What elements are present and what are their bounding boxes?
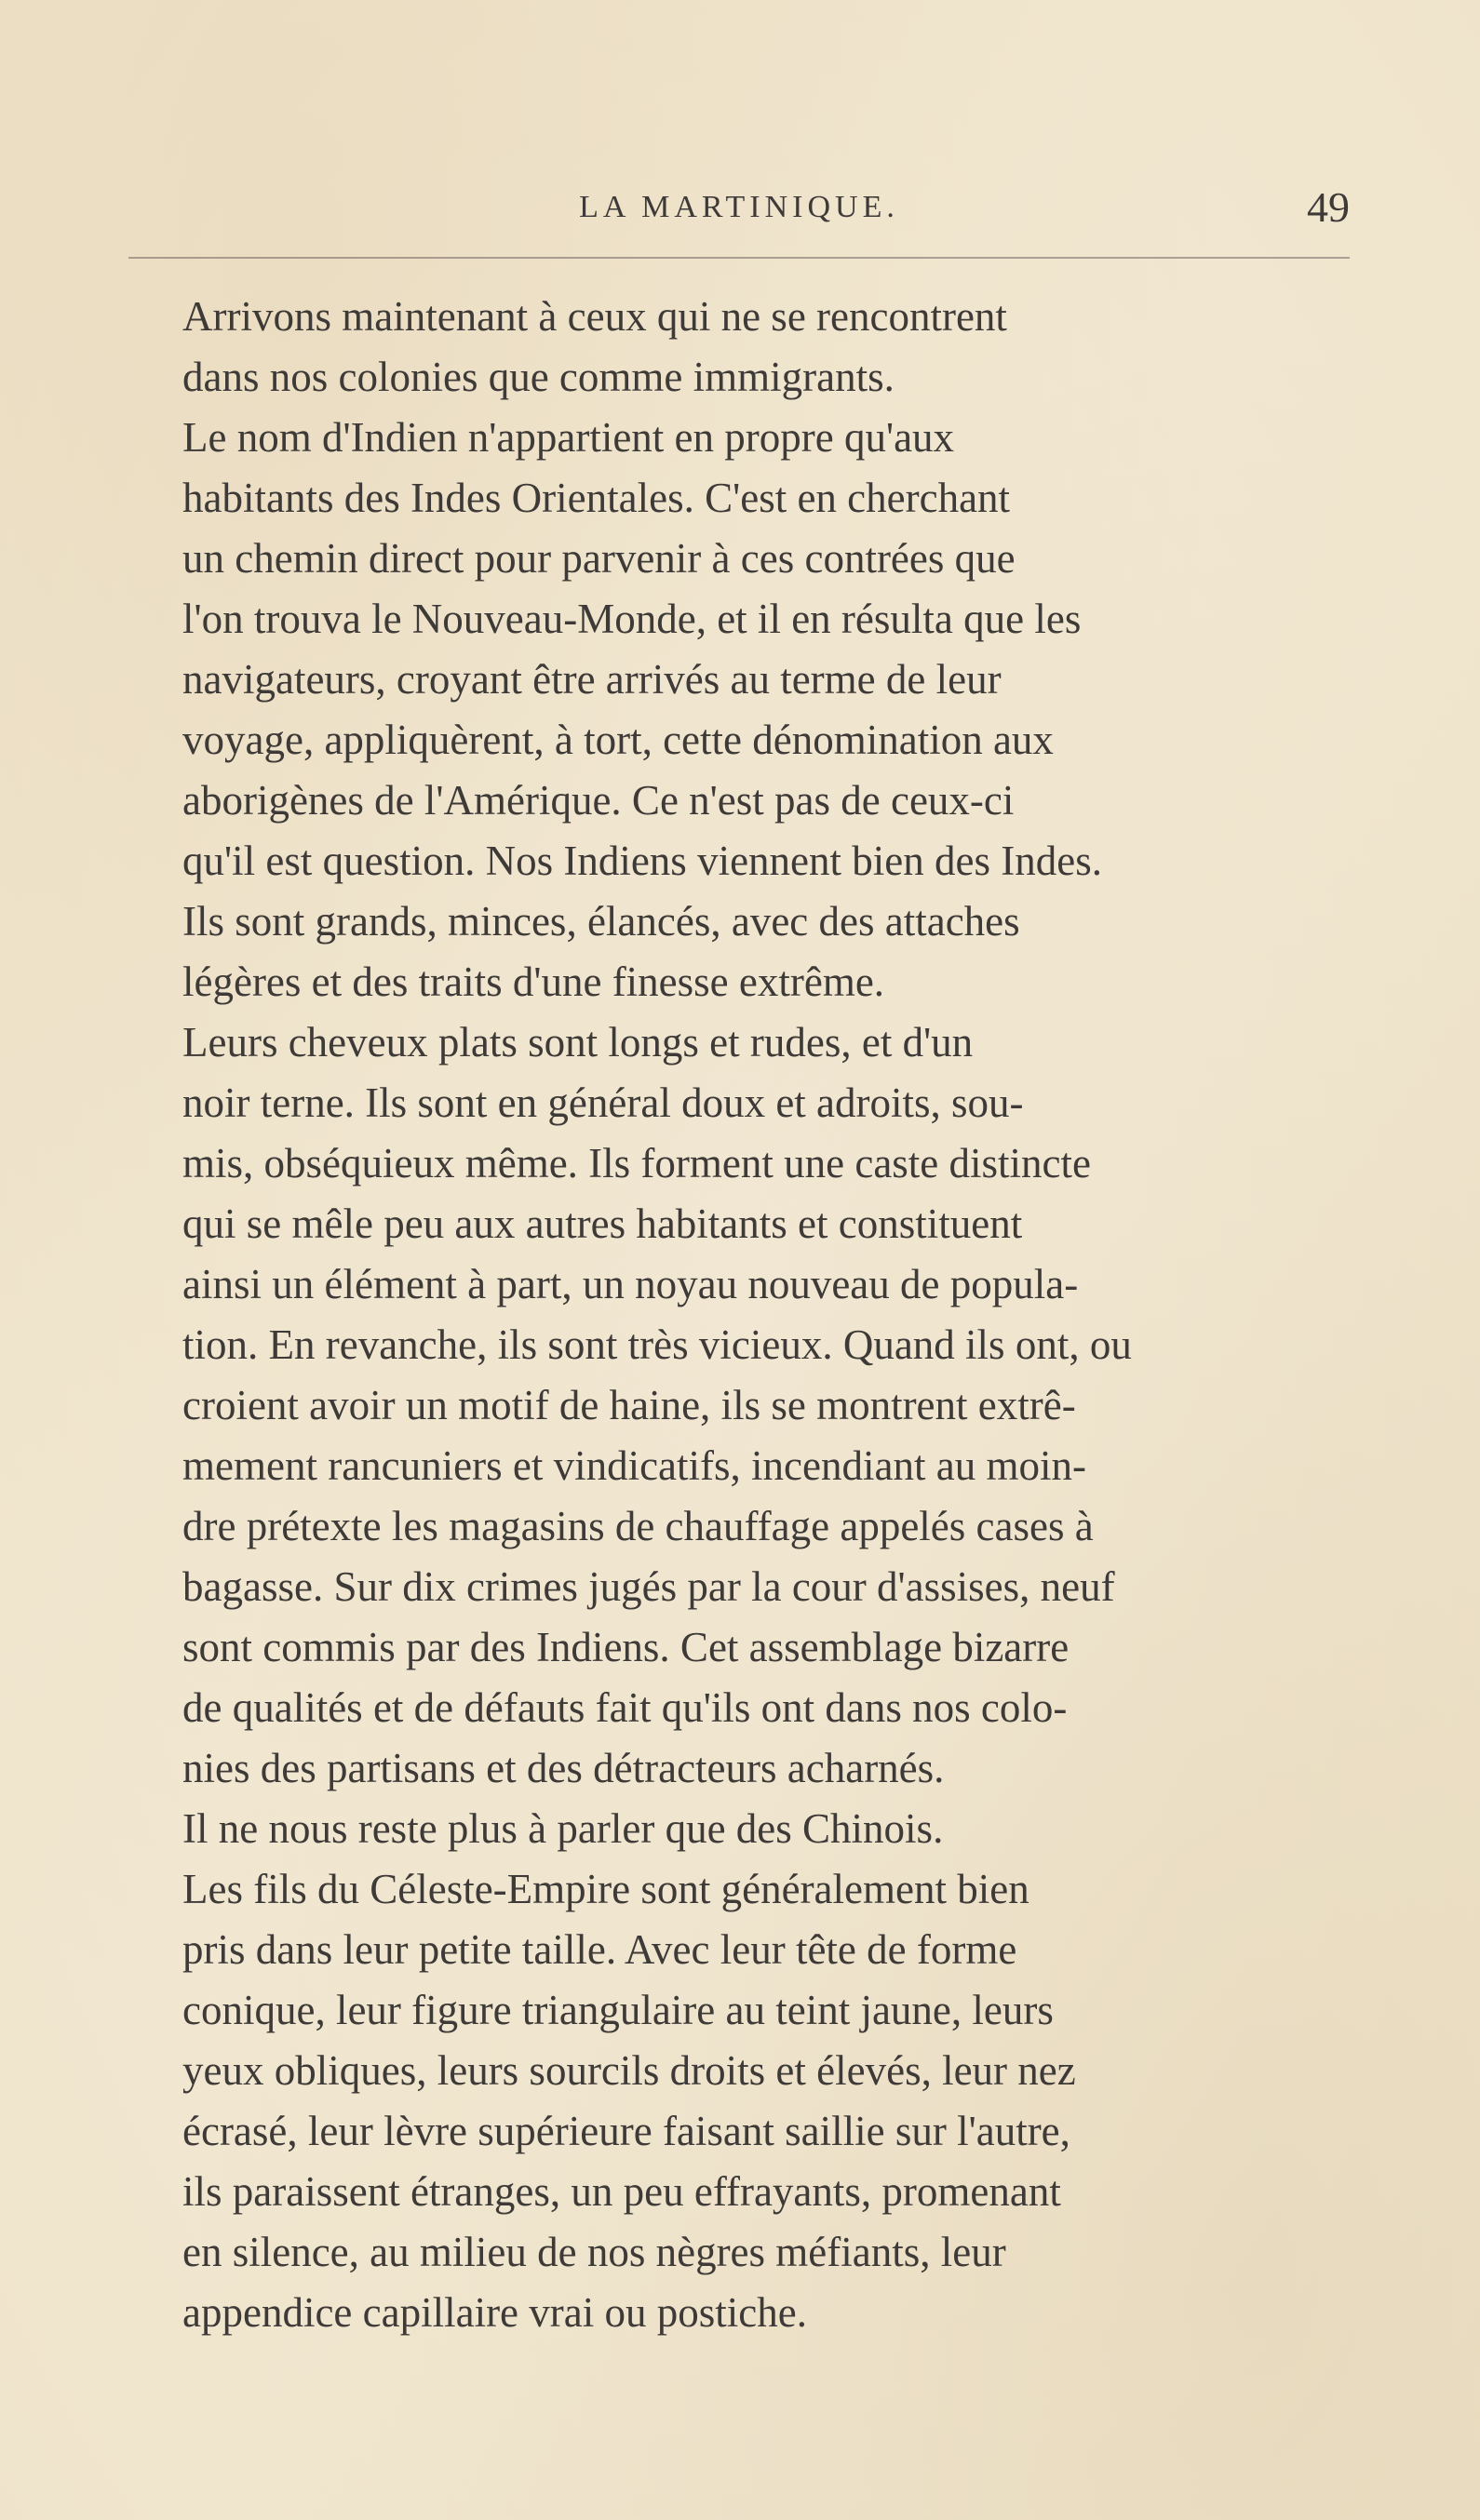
text-line: Le nom d'Indien n'appartient en propre qu'aux bbox=[182, 414, 955, 461]
text-line: bagasse. Sur dix crimes jugés par la cour d'assises, neuf bbox=[182, 1563, 1115, 1610]
text-line: Arrivons maintenant à ceux qui ne se rencontrent bbox=[182, 293, 1007, 340]
text-line: navigateurs, croyant être arrivés au terme de leur bbox=[182, 656, 1002, 703]
text-line: croient avoir un motif de haine, ils se montrent extrê- bbox=[182, 1382, 1076, 1428]
text-line: ainsi un élément à part, un noyau nouveau de popula- bbox=[182, 1261, 1079, 1307]
paragraph bbox=[128, 1012, 1350, 1799]
text-line: mis, obséquieux même. Ils forment une caste distincte bbox=[182, 1140, 1092, 1186]
text-line: aborigènes de l'Amérique. Ce n'est pas de ceux-ci bbox=[182, 777, 1015, 824]
page-header bbox=[128, 182, 1350, 248]
text-line: sont commis par des Indiens. Cet assemblage bizarre bbox=[182, 1624, 1070, 1670]
text-line: Ils sont grands, minces, élancés, avec des attaches bbox=[182, 898, 1020, 945]
text-line: de qualités et de défauts fait qu'ils ont dans nos colo- bbox=[182, 1684, 1068, 1731]
text-line: dre prétexte les magasins de chauffage appelés cases à bbox=[182, 1503, 1094, 1549]
text-line: yeux obliques, leurs sourcils droits et élevés, leur nez bbox=[182, 2047, 1076, 2094]
text-line: appendice capillaire vrai ou postiche. bbox=[182, 2289, 807, 2336]
page-number: 49 bbox=[1307, 183, 1350, 231]
text-line: habitants des Indes Orientales. C'est en cherchant bbox=[182, 475, 1011, 521]
text-body bbox=[128, 287, 1350, 2343]
text-line: Il ne nous reste plus à parler que des Chinois. bbox=[182, 1805, 944, 1852]
text-line: légères et des traits d'une finesse extrême. bbox=[182, 958, 885, 1005]
text-line: ils paraissent étranges, un peu effrayants, promenant bbox=[182, 2168, 1061, 2215]
paragraph bbox=[128, 287, 1350, 408]
text-line: un chemin direct pour parvenir à ces contrées que bbox=[182, 535, 1016, 582]
text-line: qui se mêle peu aux autres habitants et constituent bbox=[182, 1200, 1023, 1247]
text-line: tion. En revanche, ils sont très vicieux. Quand ils ont, ou bbox=[182, 1321, 1132, 1368]
text-line: nies des partisans et des détracteurs acharnés. bbox=[182, 1745, 945, 1791]
text-line: écrasé, leur lèvre supérieure faisant saillie sur l'autre, bbox=[182, 2108, 1070, 2154]
text-line: pris dans leur petite taille. Avec leur tête de forme bbox=[182, 1926, 1017, 1973]
text-line: l'on trouva le Nouveau-Monde, et il en résulta que les bbox=[182, 596, 1082, 642]
text-line: mement rancuniers et vindicatifs, incendiant au moin- bbox=[182, 1442, 1086, 1489]
text-line: voyage, appliquèrent, à tort, cette dénomination aux bbox=[182, 717, 1054, 763]
text-line: Leurs cheveux plats sont longs et rudes, et d'un bbox=[182, 1019, 974, 1066]
text-line: Les fils du Céleste-Empire sont généralement bien bbox=[182, 1866, 1029, 1912]
text-line: noir terne. Ils sont en général doux et adroits, sou- bbox=[182, 1079, 1024, 1126]
paragraph bbox=[128, 1799, 1350, 1859]
text-line: qu'il est question. Nos Indiens viennent bien des Indes. bbox=[182, 838, 1102, 884]
paragraph bbox=[128, 408, 1350, 1012]
text-line: en silence, au milieu de nos nègres méfiants, leur bbox=[182, 2229, 1006, 2275]
running-title: LA MARTINIQUE. bbox=[579, 190, 899, 224]
text-line: dans nos colonies que comme immigrants. bbox=[182, 354, 895, 400]
paragraph bbox=[128, 1859, 1350, 2343]
text-line: conique, leur figure triangulaire au teint jaune, leurs bbox=[182, 1987, 1054, 2033]
header-rule bbox=[128, 257, 1350, 259]
